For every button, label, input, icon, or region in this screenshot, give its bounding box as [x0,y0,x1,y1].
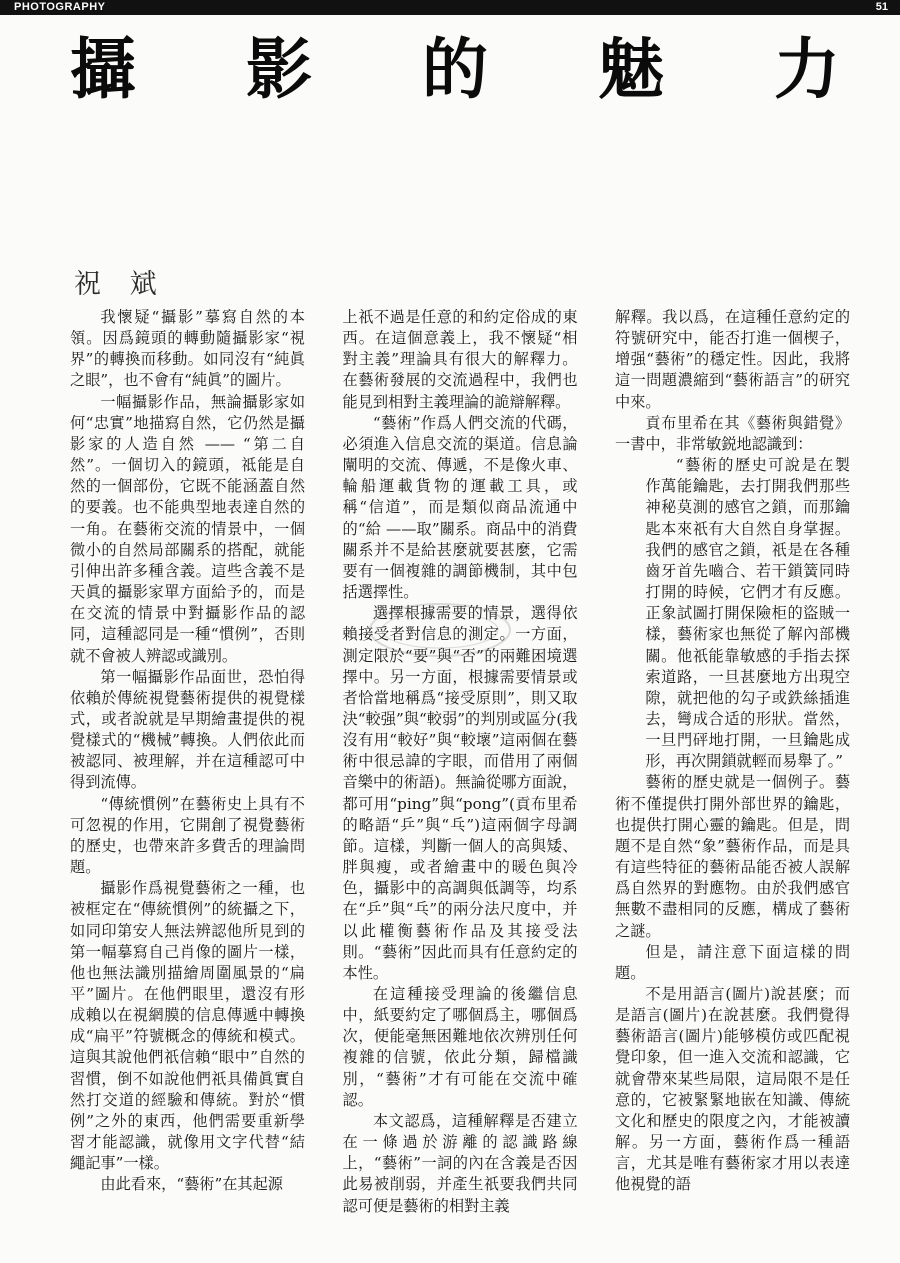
article-title [70,30,840,110]
page-number: 51 [875,1,888,13]
paragraph: “藝術”作爲人們交流的代碼，必須進入信息交流的渠道。信息論闡明的交流、傳遞，不是像火車、輪船運載貨物的運載工具，或稱“信道”，而是類似商品流通中的“給 ——取”關系。商品中的消費關系并不是給甚麼就要甚麼，它需要有一個複雜的調節機制，其中包括選擇性。 [342,413,578,602]
text-column-1 [70,307,305,1217]
paragraph: 貢布里希在其《藝術與錯覺》一書中，非常敏鋭地認識到： [615,413,850,453]
paragraph: 一幅攝影作品，無論攝影家如何“忠實”地描寫自然，它仍然是攝影家的人造自然 —— “第二自然”。一個切入的鏡頭，祗能是自然的一個部份，它既不能涵蓋自然的要義。也不能典型地表達自然的一角。在藝術交流的情景中，一個微小的自然局部關系的搭配，就能引伸出許多種含義。這些含義不是天眞的攝影家單方面給予的，而是在交流的情景中對攝影作品的認同，這種認同是一種“慣例”，否則就不會被人辨認或識別。 [70,392,305,665]
paragraph: 第一幅攝影作品面世，恐怕得依賴於傳統視覺藝術提供的視覺樣式，或者說就是早期繪畫提供的視覺樣式的“機械”轉換。人們依此而被認同、被理解，并在這種認可中得到流傳。 [70,667,305,792]
text-column-2 [343,307,578,1217]
section-label: PHOTOGRAPHY [14,1,106,13]
paragraph: 選擇根據需要的情景，選得依賴接受者對信息的測定。一方面，測定限於“要”與“否”的兩難困境選擇中。另一方面，根據需要情景或者恰當地稱爲“接受原則”，則又取決“較强”與“較弱”的判別或區分(我沒有用“較好”與“較壞”這兩個在藝術中很忌諱的字眼，而借用了兩個音樂中的術語)。無論從哪方面說，都可用“ping”與“pong”(貢布里希的略語“乒”與“乓”)這兩個字母調節。這樣，判斷一個人的高與矮、胖與瘦，或者繪畫中的暖色與冷色，攝影中的高調與低調等，均系在“乒”與“乓”的兩分法尺度中，并以此權衡藝術作品及其接受法則。“藝術”因此而具有任意約定的本性。 [342,604,578,982]
title-char: 影 [246,31,312,108]
paragraph: 攝影作爲視覺藝術之一種，也被框定在“傳統慣例”的統攝之下，如同印第安人無法辨認他所見到的第一幅摹寫自己肖像的圖片一樣，他也無法識別描繪周圍風景的“扁平”圖片。在他們眼里，還沒有形成賴以在視網膜的信息傳遞中轉換成“扁平”符號概念的傳統和模式。這與其說他們祇信賴“眼中”自然的習慣，倒不如說他們祇具備眞實自然打交道的經驗和傳統。對於“慣例”之外的東西，他們需要重新學習才能認識，就像用文字代替“結繩記事”一樣。 [70,879,305,1173]
header-bar [0,0,900,15]
paragraph: 上祇不過是任意的和約定俗成的東西。在這個意義上，我不懷疑“相對主義”理論具有很大的解釋力。在藝術發展的交流過程中，我們也能見到相對主義理論的詭辯解釋。 [342,308,578,411]
paragraph: 解釋。我以爲，在這種任意約定的符號研究中，能否打進一個楔子，增强“藝術”的穩定性。因此，我將這一問題濃縮到“藝術語言”的研究中來。 [615,308,850,411]
title-char: 攝 [70,31,136,108]
paragraph: 本文認爲，這種解釋是否建立在一條過於游離的認識路線上，“藝術”一詞的內在含義是否因此易被削弱，并產生祇要我們共同認可便是藝術的相對主義 [342,1111,578,1215]
text-column-3 [615,307,850,1217]
paragraph: 在這種接受理論的後繼信息中，紙要約定了哪個爲主，哪個爲次，便能毫無困難地依次辨別任何複雜的信號，依此分類，歸檔識別，“藝術”才有可能在交流中確認。 [342,985,578,1109]
paragraph: 由此看來，“藝術”在其起源 [100,1175,283,1194]
title-char: 力 [774,31,840,108]
paragraph: “傳統慣例”在藝術史上具有不可忽視的作用，它開創了視覺藝術的歷史，也帶來許多費舌的理論問題。 [70,794,305,877]
paragraph: 藝術的歷史就是一個例子。藝術不僅提供打開外部世界的鑰匙，也提供打開心靈的鑰匙。但是，問題不是自然“象”藝術作品，而是具有這些特征的藝術品能否被人誤解爲自然界的對應物。由於我們感官無數不盡相同的反應，構成了藝術之謎。 [615,773,850,940]
paragraph: 我懷疑“攝影”摹寫自然的本領。因爲鏡頭的轉動隨攝影家“視界”的轉換而移動。如同沒有“純眞之眼”，也不會有“純眞”的圖片。 [70,308,305,390]
paragraph: 但是，請注意下面這樣的問題。 [615,942,850,982]
article-body [70,307,850,1217]
author-byline: 祝 斌 [74,269,167,300]
title-char: 的 [422,31,488,108]
block-quote: “藝術的歷史可說是在製作萬能鑰匙，去打開我們那些神秘莫測的感官之鎖，而那鑰匙本來祇有大自然自身掌握。我們的感官之鎖，祇是在各種齒牙首先嚙合、若干鎖簧同時打開的時候，它們才有反應。正象試圖打開保險柜的盜賊一樣，藝術家也無從了解內部機關。他祇能靠敏感的手指去探索道路，一旦甚麼地方出現空隙，就把他的勾子或鉄絲插進去，彎成合适的形狀。當然，一旦門砰地打開，一旦鑰匙成形，再次開鎖就輕而易舉了。” [645,456,850,771]
title-char: 魅 [598,31,664,108]
paragraph: 不是用語言(圖片)說甚麼；而是語言(圖片)在說甚麼。我們覺得藝術語言(圖片)能够模仿或匹配視覺印象，但一進入交流和認識，它就會帶來某些局限，這局限不是任意的，它被緊緊地嵌在知識、傳統文化和歷史的限度之內，才能被讀解。另一方面，藝術作爲一種語言，尤其是唯有藝術家才用以表達他視覺的語 [615,985,850,1194]
